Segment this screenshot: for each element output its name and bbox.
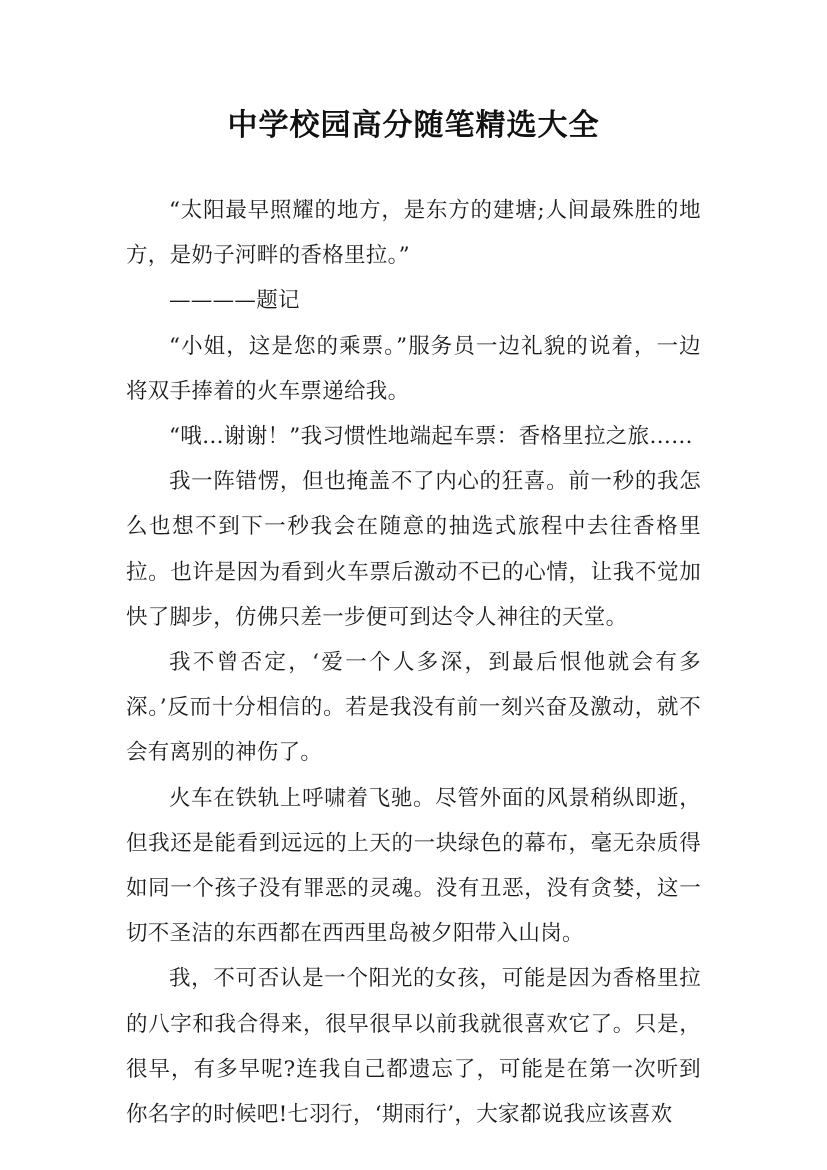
paragraph-epigraph: “太阳最早照耀的地方，是东方的建塘;人间最殊胜的地方，是奶子河畔的香格里拉。” (126, 198, 701, 269)
paragraph: “小姐，这是您的乘票。”服务员一边礼貌的说着，一边将双手捧着的火车票递给我。 (126, 333, 701, 404)
paragraph-epigraph-signature: ————题记 (169, 288, 300, 314)
paragraph: 我，不可否认是一个阳光的女孩，可能是因为香格里拉的八字和我合得来，很早很早以前我就很喜欢它了。只是，很早，有多早呢?连我自己都遗忘了，可能是在第一次听到你名字的时候吧!七羽行，‘期雨行’，大家都说我应该喜欢 (126, 966, 701, 1128)
paragraph: 我不曾否定，‘爱一个人多深，到最后恨他就会有多深。’反而十分相信的。若是我没有前一刻兴奋及激动，就不会有离别的神伤了。 (126, 650, 701, 766)
document-body (126, 188, 701, 1137)
document-title: 中学校园高分随笔精选大全 (227, 108, 600, 143)
paragraph: 火车在铁轨上呼啸着飞驰。尽管外面的风景稍纵即逝，但我还是能看到远远的上天的一块绿色的幕布，毫无杂质得如同一个孩子没有罪恶的灵魂。没有丑恶，没有贪婪，这一切不圣洁的东西都在西西里岛被夕阳带入山岗。 (126, 785, 701, 947)
paragraph: “哦…谢谢！”我习惯性地端起车票：香格里拉之旅…… (169, 424, 693, 450)
paragraph: 我一阵错愣，但也掩盖不了内心的狂喜。前一秒的我怎么也想不到下一秒我会在随意的抽选式旅程中去往香格里拉。也许是因为看到火车票后激动不已的心情，让我不觉加快了脚步，仿佛只差一步便可到达令人神往的天堂。 (126, 469, 701, 630)
